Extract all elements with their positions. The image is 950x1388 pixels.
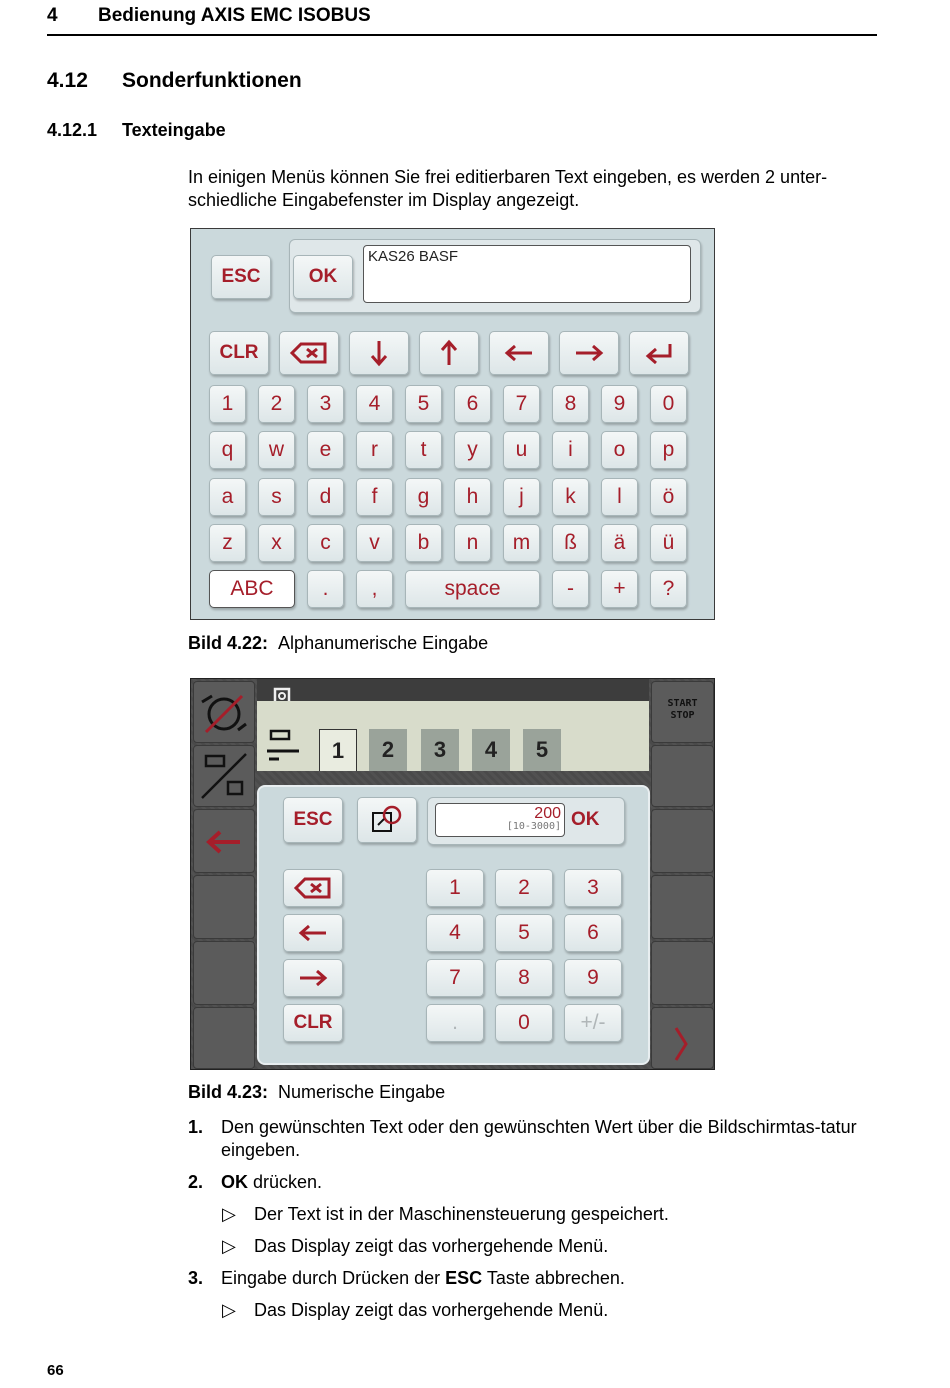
enter-button[interactable] [629, 331, 689, 375]
result-text: Das Display zeigt das vorhergehende Menü. [254, 1236, 609, 1256]
softkey-empty-3[interactable] [193, 1007, 255, 1069]
header-rule [47, 34, 877, 36]
key-c[interactable]: c [307, 524, 344, 562]
num-key-2[interactable]: 2 [495, 869, 553, 907]
result-triangle-icon: ▷ [222, 1236, 236, 1256]
softkey-rate-control[interactable] [193, 681, 255, 743]
key-n[interactable]: n [454, 524, 491, 562]
key-question[interactable]: ? [650, 570, 687, 608]
key-u[interactable]: u [503, 431, 540, 469]
step-number: 3. [188, 1268, 204, 1288]
key-8[interactable]: 8 [552, 385, 589, 423]
figure-label: Bild 4.22: [188, 633, 269, 653]
key-o[interactable]: o [601, 431, 638, 469]
figure-caption-text: Alphanumerische Eingabe [278, 633, 489, 653]
arrow-left-button[interactable] [489, 331, 549, 375]
key-w[interactable]: w [258, 431, 295, 469]
key-2[interactable]: 2 [258, 385, 295, 423]
section-title: Sonderfunktionen [122, 69, 302, 92]
key-l[interactable]: l [601, 478, 638, 516]
esc-button[interactable]: ESC [211, 255, 271, 299]
arrow-down-icon [369, 339, 389, 367]
key-p[interactable]: p [650, 431, 687, 469]
spreader-switch-icon [194, 746, 254, 806]
value-text: 200 [534, 805, 561, 822]
alphanumeric-input-figure [190, 228, 715, 620]
key-q[interactable]: q [209, 431, 246, 469]
numeric-input-figure [190, 678, 715, 1070]
key-6[interactable]: 6 [454, 385, 491, 423]
softkey-empty-2[interactable] [193, 941, 255, 1005]
figure-caption-2 [188, 1082, 445, 1103]
esc-button[interactable]: ESC [283, 797, 343, 843]
arrow-up-icon [439, 339, 459, 367]
start-label: START [667, 698, 698, 709]
num-key-4[interactable]: 4 [426, 914, 484, 952]
key-k[interactable]: k [552, 478, 589, 516]
num-key-plus-minus[interactable]: +/- [564, 1004, 622, 1042]
key-0[interactable]: 0 [650, 385, 687, 423]
key-1[interactable]: 1 [209, 385, 246, 423]
arrow-up-button[interactable] [419, 331, 479, 375]
num-key-7[interactable]: 7 [426, 959, 484, 997]
backspace-icon [289, 341, 329, 365]
key-t[interactable]: t [405, 431, 442, 469]
result-item [188, 1299, 878, 1322]
key-x[interactable]: x [258, 524, 295, 562]
step-text: Taste abbrechen. [482, 1268, 625, 1288]
num-key-1[interactable]: 1 [426, 869, 484, 907]
key-u-umlaut[interactable]: ü [650, 524, 687, 562]
chevron-right-icon [652, 1008, 712, 1068]
key-a-umlaut[interactable]: ä [601, 524, 638, 562]
key-b[interactable]: b [405, 524, 442, 562]
step-keyword: ESC [445, 1268, 483, 1288]
tab-1[interactable]: 1 [319, 729, 357, 771]
key-e[interactable]: e [307, 431, 344, 469]
enter-icon [644, 342, 674, 364]
key-7[interactable]: 7 [503, 385, 540, 423]
next-page-softkey[interactable] [651, 1007, 714, 1069]
ok-button[interactable]: OK [293, 255, 353, 299]
softkey-right-2[interactable] [651, 745, 714, 807]
step-number: 2. [188, 1172, 204, 1192]
tab-2[interactable]: 2 [369, 729, 407, 771]
arrow-right-icon [574, 343, 604, 363]
key-g[interactable]: g [405, 478, 442, 516]
step-2 [188, 1171, 878, 1194]
key-m[interactable]: m [503, 524, 540, 562]
result-text: Der Text ist in der Maschinensteuerung gespeichert. [254, 1204, 669, 1224]
page-number: 66 [47, 1362, 64, 1379]
instruction-steps [188, 1116, 878, 1331]
backspace-button[interactable] [283, 869, 343, 907]
key-v[interactable]: v [356, 524, 393, 562]
step-text: Eingabe durch Drücken der [221, 1268, 446, 1288]
num-key-3[interactable]: 3 [564, 869, 622, 907]
chapter-number: 4 [47, 5, 58, 26]
ok-button[interactable]: OK [571, 809, 600, 830]
abc-shift-button[interactable]: ABC [209, 570, 295, 608]
softkey-machine-toggle[interactable] [193, 745, 255, 807]
step-1 [188, 1116, 878, 1162]
clr-button[interactable]: CLR [283, 1004, 343, 1042]
key-minus[interactable]: - [552, 570, 589, 608]
key-9[interactable]: 9 [601, 385, 638, 423]
key-5[interactable]: 5 [405, 385, 442, 423]
clr-button[interactable]: CLR [209, 331, 269, 375]
key-plus[interactable]: + [601, 570, 638, 608]
softkey-right-3[interactable] [651, 809, 714, 873]
settings-tool-icon [263, 727, 303, 767]
section-number: 4.12 [47, 69, 88, 92]
key-j[interactable]: j [503, 478, 540, 516]
arrow-right-icon [298, 968, 328, 988]
key-comma[interactable]: , [356, 570, 393, 608]
chapter-title: Bedienung AXIS EMC ISOBUS [98, 5, 371, 26]
key-d[interactable]: d [307, 478, 344, 516]
key-a[interactable]: a [209, 478, 246, 516]
key-y[interactable]: y [454, 431, 491, 469]
figure-caption-1 [188, 633, 488, 654]
tab-5[interactable]: 5 [523, 729, 561, 771]
tab-3[interactable]: 3 [421, 729, 459, 771]
tab-bar [257, 701, 649, 771]
key-s[interactable]: s [258, 478, 295, 516]
default-value-button[interactable] [357, 797, 417, 843]
back-arrow-icon [194, 810, 254, 870]
backspace-button[interactable] [279, 331, 339, 375]
key-i[interactable]: i [552, 431, 589, 469]
softkey-empty-1[interactable] [193, 875, 255, 939]
arrow-down-button[interactable] [349, 331, 409, 375]
backspace-icon [293, 876, 333, 900]
num-key-9[interactable]: 9 [564, 959, 622, 997]
result-item [188, 1203, 878, 1226]
step-keyword: OK [221, 1172, 248, 1192]
softkey-right-5[interactable] [651, 941, 714, 1005]
cursor-right-button[interactable] [283, 959, 343, 997]
space-button[interactable]: space [405, 570, 540, 608]
step-3 [188, 1267, 878, 1290]
key-dot[interactable]: . [307, 570, 344, 608]
figure-caption-text: Numerische Eingabe [278, 1082, 446, 1102]
step-text: drücken. [248, 1172, 323, 1192]
subsection-title: Texteingabe [122, 120, 226, 140]
result-item [188, 1235, 878, 1258]
arrow-left-icon [298, 923, 328, 943]
edit-value-icon [370, 803, 404, 837]
back-softkey[interactable] [193, 809, 255, 873]
step-text: Den gewünschten Text oder den gewünschten Wert über die Bildschirmtas-tatur eingeben. [221, 1117, 857, 1160]
text-input-field[interactable]: KAS26 BASF [363, 245, 691, 303]
stop-label: STOP [670, 710, 695, 721]
num-key-dot[interactable]: . [426, 1004, 484, 1042]
tab-4[interactable]: 4 [472, 729, 510, 771]
key-3[interactable]: 3 [307, 385, 344, 423]
num-key-8[interactable]: 8 [495, 959, 553, 997]
key-sharp-s[interactable]: ß [552, 524, 589, 562]
num-key-5[interactable]: 5 [495, 914, 553, 952]
value-range: [10-3000] [506, 821, 561, 832]
softkey-right-4[interactable] [651, 875, 714, 939]
num-key-0[interactable]: 0 [495, 1004, 553, 1042]
rotor-off-icon [194, 682, 254, 742]
numeric-input-dialog [257, 785, 650, 1065]
key-f[interactable]: f [356, 478, 393, 516]
key-r[interactable]: r [356, 431, 393, 469]
arrow-right-button[interactable] [559, 331, 619, 375]
start-stop-softkey[interactable] [651, 681, 714, 743]
result-triangle-icon: ▷ [222, 1204, 236, 1224]
subsection-number: 4.12.1 [47, 120, 98, 140]
num-key-6[interactable]: 6 [564, 914, 622, 952]
intro-paragraph: In einigen Menüs können Sie frei editierbaren Text eingeben, es werden 2 unter-schiedliche Eingabefenster im Display angezeigt. [188, 167, 828, 210]
result-triangle-icon: ▷ [222, 1300, 236, 1320]
key-4[interactable]: 4 [356, 385, 393, 423]
figure-label: Bild 4.23: [188, 1082, 269, 1102]
key-z[interactable]: z [209, 524, 246, 562]
value-input-field[interactable] [435, 803, 565, 837]
arrow-left-icon [504, 343, 534, 363]
key-o-umlaut[interactable]: ö [650, 478, 687, 516]
step-number: 1. [188, 1117, 204, 1137]
cursor-left-button[interactable] [283, 914, 343, 952]
key-h[interactable]: h [454, 478, 491, 516]
result-text: Das Display zeigt das vorhergehende Menü. [254, 1300, 609, 1320]
